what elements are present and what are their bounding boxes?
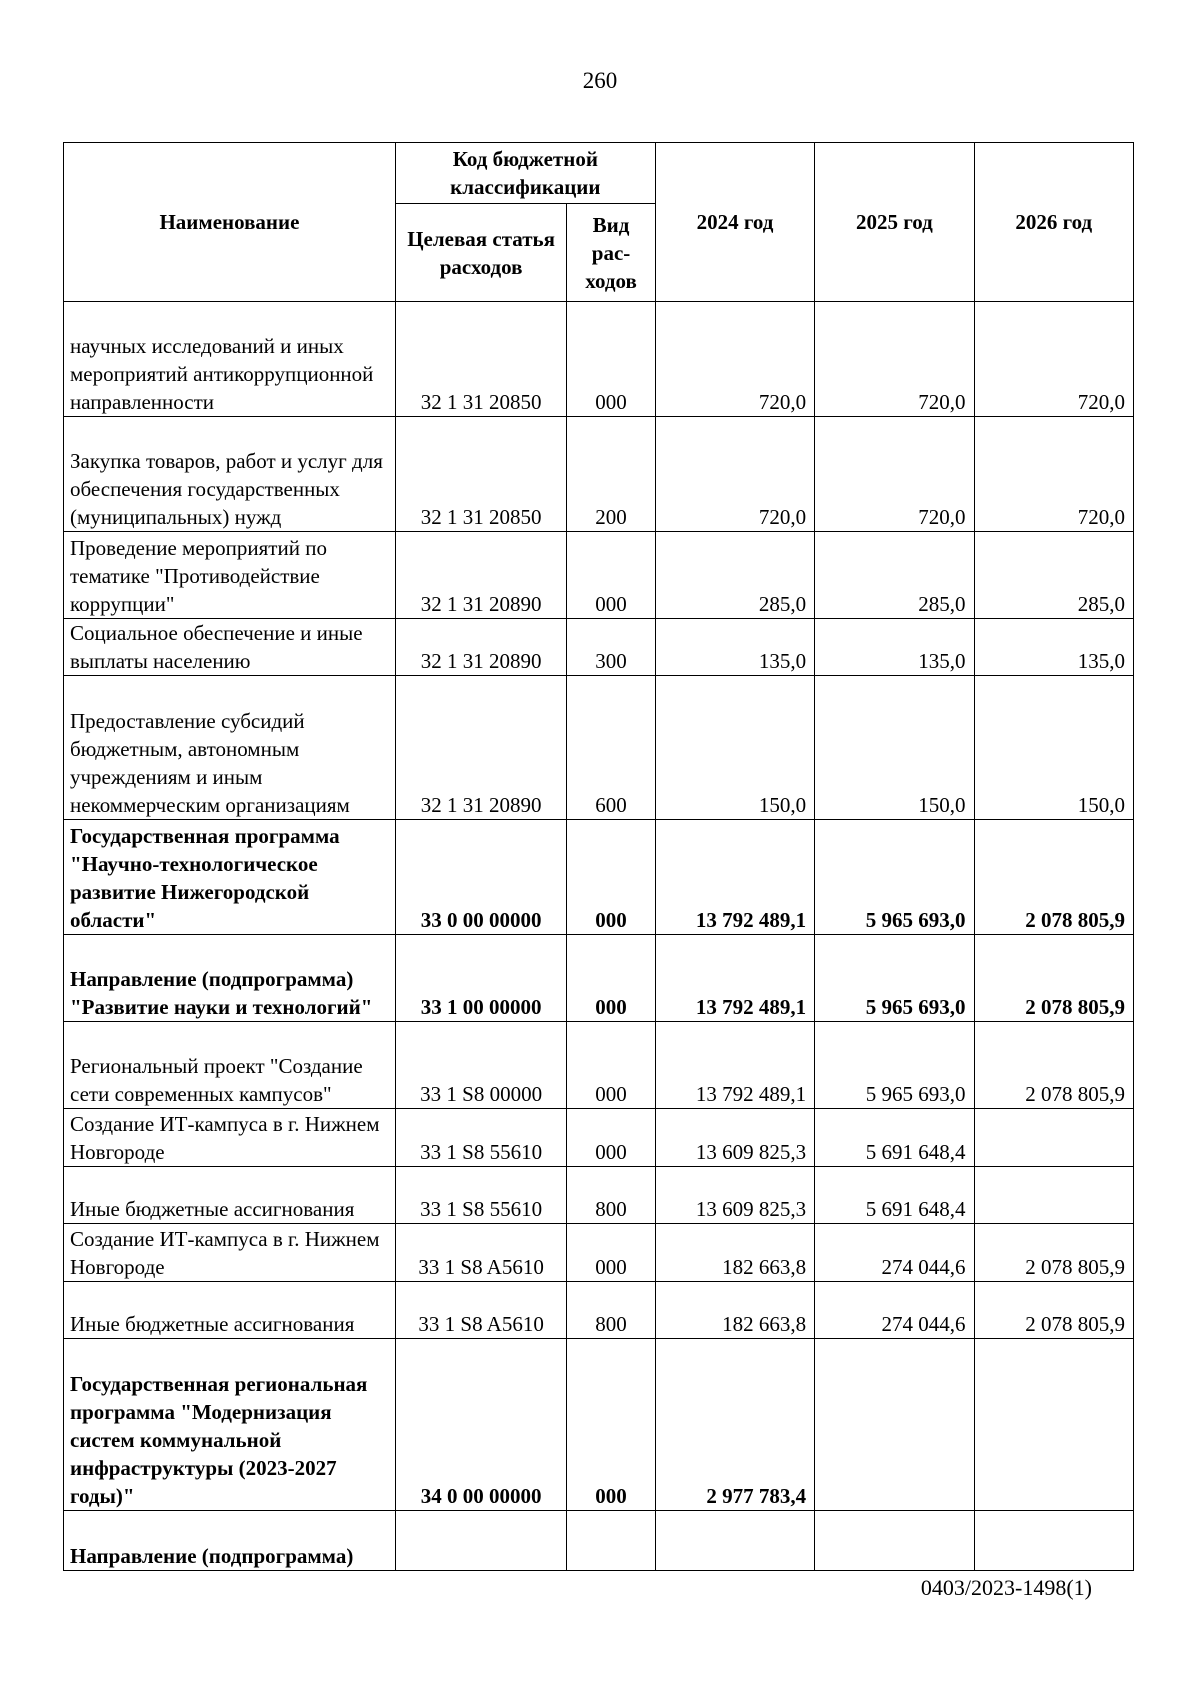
row-value-2026: 135,0 xyxy=(974,619,1133,676)
row-value-2024: 182 663,8 xyxy=(655,1224,814,1282)
row-value-2025: 274 044,6 xyxy=(815,1224,974,1282)
row-target-article xyxy=(395,1511,566,1571)
table-row xyxy=(64,1339,1134,1511)
row-value-2024: 13 609 825,3 xyxy=(655,1167,814,1224)
row-value-2024: 182 663,8 xyxy=(655,1282,814,1339)
row-target-article: 34 0 00 00000 xyxy=(395,1339,566,1511)
row-expense-type: 300 xyxy=(567,619,655,676)
table-row xyxy=(64,676,1134,820)
row-value-2026 xyxy=(974,1339,1133,1511)
row-target-article: 33 1 S8 55610 xyxy=(395,1109,566,1167)
row-name: Создание ИТ-кампуса в г. Нижнем Новгороде xyxy=(64,1224,396,1282)
row-value-2026 xyxy=(974,1511,1133,1571)
header-target-article: Целевая статья расходов xyxy=(395,204,566,302)
row-name: Направление (подпрограмма) "Развитие науки и технологий" xyxy=(64,935,396,1022)
row-name: Направление (подпрограмма) xyxy=(64,1511,396,1571)
row-value-2026 xyxy=(974,1167,1133,1224)
row-name: Государственная региональная программа "Модернизация систем коммунальной инфраструктуры (2023-2027 годы)" xyxy=(64,1339,396,1511)
row-value-2026: 2 078 805,9 xyxy=(974,1022,1133,1109)
row-target-article: 32 1 31 20890 xyxy=(395,619,566,676)
row-expense-type: 000 xyxy=(567,935,655,1022)
row-expense-type: 000 xyxy=(567,820,655,935)
table-row xyxy=(64,1022,1134,1109)
row-value-2025 xyxy=(815,1339,974,1511)
row-value-2025: 720,0 xyxy=(815,302,974,417)
row-target-article: 32 1 31 20850 xyxy=(395,417,566,532)
row-value-2024: 13 792 489,1 xyxy=(655,820,814,935)
row-name: Закупка товаров, работ и услуг для обеспечения государственных (муниципальных) нужд xyxy=(64,417,396,532)
table-row xyxy=(64,532,1134,619)
row-expense-type: 000 xyxy=(567,1022,655,1109)
row-value-2026: 720,0 xyxy=(974,302,1133,417)
row-expense-type: 000 xyxy=(567,532,655,619)
row-value-2025: 150,0 xyxy=(815,676,974,820)
row-target-article: 32 1 31 20890 xyxy=(395,676,566,820)
row-target-article: 32 1 31 20890 xyxy=(395,532,566,619)
row-value-2025: 5 691 648,4 xyxy=(815,1109,974,1167)
row-value-2025: 274 044,6 xyxy=(815,1282,974,1339)
row-name: Иные бюджетные ассигнования xyxy=(64,1282,396,1339)
row-name: Региональный проект "Создание сети современных кампусов" xyxy=(64,1022,396,1109)
row-value-2024: 135,0 xyxy=(655,619,814,676)
row-value-2024: 720,0 xyxy=(655,417,814,532)
page-number: 260 xyxy=(582,68,618,93)
header-name: Наименование xyxy=(64,143,396,302)
row-name: Создание ИТ-кампуса в г. Нижнем Новгороде xyxy=(64,1109,396,1167)
table-row xyxy=(64,820,1134,935)
row-value-2025: 5 965 693,0 xyxy=(815,820,974,935)
table-row xyxy=(64,1511,1134,1571)
row-value-2025: 5 965 693,0 xyxy=(815,1022,974,1109)
row-expense-type xyxy=(567,1511,655,1571)
row-expense-type: 000 xyxy=(567,1224,655,1282)
row-value-2024 xyxy=(655,1511,814,1571)
row-expense-type: 800 xyxy=(567,1167,655,1224)
row-value-2026: 2 078 805,9 xyxy=(974,1224,1133,1282)
row-expense-type: 000 xyxy=(567,302,655,417)
table-row xyxy=(64,1167,1134,1224)
table-row xyxy=(64,619,1134,676)
row-target-article: 33 1 S8 A5610 xyxy=(395,1224,566,1282)
header-year-2026: 2026 год xyxy=(974,143,1133,302)
row-value-2024: 13 792 489,1 xyxy=(655,1022,814,1109)
row-expense-type: 000 xyxy=(567,1109,655,1167)
row-target-article: 32 1 31 20850 xyxy=(395,302,566,417)
row-value-2026: 2 078 805,9 xyxy=(974,1282,1133,1339)
row-value-2024: 150,0 xyxy=(655,676,814,820)
table-row xyxy=(64,1282,1134,1339)
table-row xyxy=(64,1109,1134,1167)
budget-table xyxy=(63,142,1134,1571)
row-value-2026: 720,0 xyxy=(974,417,1133,532)
row-value-2025: 720,0 xyxy=(815,417,974,532)
row-name: Проведение мероприятий по тематике "Противодействие коррупции" xyxy=(64,532,396,619)
table-row xyxy=(64,302,1134,417)
row-name: Государственная программа "Научно-технологическое развитие Нижегородской области" xyxy=(64,820,396,935)
header-year-2025: 2025 год xyxy=(815,143,974,302)
row-name: Предоставление субсидий бюджетным, автономным учреждениям и иным некоммерческим организациям xyxy=(64,676,396,820)
table-row xyxy=(64,935,1134,1022)
row-value-2024: 285,0 xyxy=(655,532,814,619)
document-id: 0403/2023-1498(1) xyxy=(920,1575,1092,1600)
row-value-2025 xyxy=(815,1511,974,1571)
row-value-2026 xyxy=(974,1109,1133,1167)
row-name: Иные бюджетные ассигнования xyxy=(64,1167,396,1224)
row-value-2025: 285,0 xyxy=(815,532,974,619)
row-target-article: 33 1 S8 55610 xyxy=(395,1167,566,1224)
row-expense-type: 600 xyxy=(567,676,655,820)
row-name: научных исследований и иных мероприятий антикоррупционной направленности xyxy=(64,302,396,417)
row-target-article: 33 1 S8 00000 xyxy=(395,1022,566,1109)
row-name: Социальное обеспечение и иные выплаты населению xyxy=(64,619,396,676)
row-value-2024: 720,0 xyxy=(655,302,814,417)
row-target-article: 33 0 00 00000 xyxy=(395,820,566,935)
table-row xyxy=(64,417,1134,532)
row-value-2026: 2 078 805,9 xyxy=(974,935,1133,1022)
row-expense-type: 200 xyxy=(567,417,655,532)
row-expense-type: 800 xyxy=(567,1282,655,1339)
row-value-2024: 13 609 825,3 xyxy=(655,1109,814,1167)
row-value-2025: 5 691 648,4 xyxy=(815,1167,974,1224)
row-expense-type: 000 xyxy=(567,1339,655,1511)
row-value-2026: 285,0 xyxy=(974,532,1133,619)
header-expense-type: Вид рас-ходов xyxy=(567,204,655,302)
header-budget-code: Код бюджетной классификации xyxy=(395,143,655,204)
row-value-2025: 5 965 693,0 xyxy=(815,935,974,1022)
row-value-2024: 13 792 489,1 xyxy=(655,935,814,1022)
row-value-2026: 2 078 805,9 xyxy=(974,820,1133,935)
row-value-2025: 135,0 xyxy=(815,619,974,676)
row-value-2026: 150,0 xyxy=(974,676,1133,820)
table-row xyxy=(64,1224,1134,1282)
header-year-2024: 2024 год xyxy=(655,143,814,302)
row-value-2024: 2 977 783,4 xyxy=(655,1339,814,1511)
row-target-article: 33 1 00 00000 xyxy=(395,935,566,1022)
row-target-article: 33 1 S8 A5610 xyxy=(395,1282,566,1339)
